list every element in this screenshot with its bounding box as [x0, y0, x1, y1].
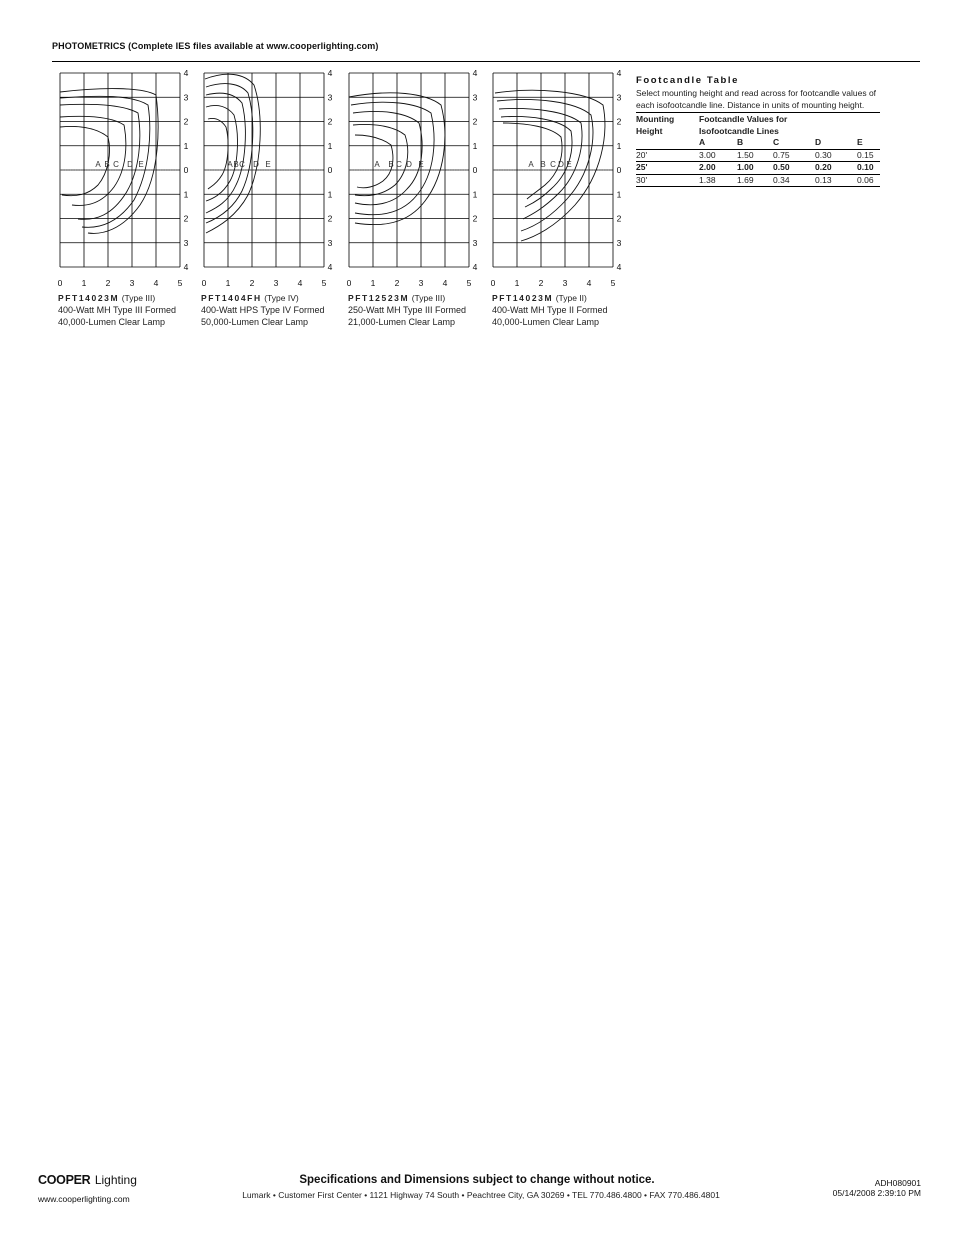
x-tick-label: 5 — [466, 278, 472, 288]
y-tick-label: 2 — [616, 213, 622, 224]
lumen-description: 21,000-Lumen Clear Lamp — [348, 317, 456, 327]
distribution-type: (Type II) — [555, 293, 587, 303]
col-header-footcandle-line1: Footcandle Values for — [699, 114, 788, 124]
x-tick-label: 0 — [490, 278, 496, 288]
x-tick-label: 1 — [81, 278, 87, 288]
x-tick-label: 0 — [201, 278, 207, 288]
distribution-type: (Type III) — [121, 293, 156, 303]
y-tick-label: 2 — [616, 116, 622, 127]
y-tick-label: 1 — [472, 189, 478, 200]
isofootcandle-line-label: C — [239, 160, 245, 169]
plot-caption-4 — [492, 292, 638, 328]
isofootcandle-line-label: A — [528, 160, 534, 169]
isofootcandle-line-label: C — [396, 160, 402, 169]
footcandle-row — [636, 162, 880, 175]
col-header-mounting-line2: Height — [636, 125, 663, 136]
isofootcandle-line-label: C — [550, 160, 556, 169]
x-tick-label: 3 — [562, 278, 568, 288]
footcandle-value-cell: 0.30 — [815, 149, 857, 162]
y-tick-label: 4 — [327, 68, 333, 78]
logo-url[interactable]: www.cooperlighting.com — [38, 1194, 130, 1204]
distribution-type: (Type IV) — [264, 293, 299, 303]
isofootcandle-line-label: D — [406, 160, 412, 169]
company-address: Lumark • Customer First Center • 1121 Highway 74 South • Peachtree City, GA 30269 • TEL 770.486.4800 • FAX 770.486.4801 — [242, 1190, 720, 1200]
col-header-mounting-line1: Mounting — [636, 114, 675, 124]
y-tick-label: 3 — [472, 92, 478, 103]
distribution-type: (Type III) — [411, 293, 446, 303]
model-number: PFT1404FH — [201, 293, 262, 303]
isofootcandle-line-label: B — [233, 160, 239, 169]
col-header-b: B — [737, 137, 744, 147]
y-tick-label: 3 — [183, 237, 189, 248]
y-tick-label: 4 — [616, 262, 622, 272]
col-header-c: C — [773, 137, 780, 147]
col-header-a: A — [699, 137, 706, 147]
x-tick-label: 1 — [225, 278, 231, 288]
x-tick-label: 2 — [394, 278, 400, 288]
footcandle-value-cell: 0.15 — [857, 149, 880, 162]
footcandle-value-cell: 0.13 — [815, 174, 857, 187]
document-date: 05/14/2008 2:39:10 PM — [832, 1188, 921, 1198]
x-tick-label: 2 — [538, 278, 544, 288]
y-tick-label: 4 — [327, 262, 333, 272]
isofootcandle-line-label: B — [104, 160, 110, 169]
isofootcandle-chart-2 — [196, 65, 342, 288]
x-tick-label: 1 — [514, 278, 520, 288]
footcandle-table-body — [636, 149, 880, 187]
plot-caption-3 — [348, 292, 494, 328]
isofootcandle-line-label: E — [265, 160, 271, 169]
isofootcandle-line-label: A — [95, 160, 101, 169]
footcandle-value-cell: 1.00 — [737, 162, 773, 175]
y-tick-label: 3 — [327, 92, 333, 103]
y-tick-label: 4 — [472, 262, 478, 272]
isofootcandle-line — [353, 111, 422, 204]
lamp-description: 250-Watt MH Type III Formed — [348, 305, 467, 315]
isofootcandle-line-label: B — [540, 160, 546, 169]
y-tick-label: 4 — [472, 68, 478, 78]
isofootcandle-line-label: D — [253, 160, 259, 169]
y-tick-label: 1 — [327, 189, 333, 200]
footcandle-value-cell: 0.50 — [773, 162, 815, 175]
y-tick-label: 1 — [183, 140, 189, 151]
footcandle-row — [636, 149, 880, 162]
x-tick-label: 1 — [370, 278, 376, 288]
photometric-plot-3 — [341, 65, 487, 288]
footcandle-table-title: Footcandle Table — [636, 75, 740, 86]
isofootcandle-line-label: D — [127, 160, 133, 169]
y-tick-label: 1 — [616, 140, 622, 151]
mounting-height-cell: 25' — [636, 162, 699, 175]
isofootcandle-line-label: B — [388, 160, 394, 169]
model-number: PFT14023M — [492, 293, 554, 303]
photometric-plot-1 — [52, 65, 198, 288]
model-number: PFT14023M — [58, 293, 120, 303]
y-tick-label: 1 — [616, 189, 622, 200]
footcandle-table-description: Select mounting height and read across for footcandle values of each isofootcandle line. Distance in units of mounting height. — [636, 88, 877, 110]
y-tick-label: 0 — [183, 165, 189, 175]
y-tick-label: 1 — [327, 140, 333, 151]
model-number: PFT12523M — [348, 293, 410, 303]
plot-caption-1 — [58, 292, 204, 328]
footcandle-value-cell: 0.10 — [857, 162, 880, 175]
y-tick-label: 3 — [472, 237, 478, 248]
isofootcandle-line-label: A — [374, 160, 380, 169]
footcandle-table — [636, 112, 880, 187]
isofootcandle-line-label: A — [227, 160, 233, 169]
section-title: PHOTOMETRICS (Complete IES files available at www.cooperlighting.com) — [52, 41, 379, 51]
y-tick-label: 2 — [183, 116, 189, 127]
x-tick-label: 2 — [249, 278, 255, 288]
lumen-description: 40,000-Lumen Clear Lamp — [492, 317, 600, 327]
photometric-plot-2 — [196, 65, 342, 288]
y-tick-label: 0 — [327, 165, 333, 175]
isofootcandle-line-label: E — [566, 160, 572, 169]
x-tick-label: 4 — [442, 278, 448, 288]
isofootcandle-chart-4 — [485, 65, 631, 288]
y-tick-label: 4 — [183, 262, 189, 272]
document-number: ADH080901 — [874, 1178, 921, 1188]
mounting-height-cell: 30' — [636, 174, 699, 187]
col-header-mounting — [636, 113, 699, 138]
logo-brand: COOPER — [38, 1173, 91, 1187]
x-tick-label: 4 — [153, 278, 159, 288]
y-tick-label: 3 — [183, 92, 189, 103]
isofootcandle-line-label: E — [138, 160, 144, 169]
x-tick-label: 5 — [177, 278, 183, 288]
footcandle-value-cell: 0.75 — [773, 149, 815, 162]
footcandle-value-cell: 0.34 — [773, 174, 815, 187]
y-tick-label: 4 — [183, 68, 189, 78]
x-tick-label: 3 — [129, 278, 135, 288]
y-tick-label: 4 — [616, 68, 622, 78]
x-tick-label: 4 — [297, 278, 303, 288]
footcandle-value-cell: 2.00 — [699, 162, 737, 175]
lamp-description: 400-Watt MH Type III Formed — [58, 305, 177, 315]
footcandle-value-cell: 3.00 — [699, 149, 737, 162]
document-id — [833, 1178, 921, 1198]
y-tick-label: 3 — [616, 237, 622, 248]
y-tick-label: 2 — [327, 116, 333, 127]
x-tick-label: 5 — [610, 278, 616, 288]
y-tick-label: 1 — [472, 140, 478, 151]
footcandle-value-cell: 0.20 — [815, 162, 857, 175]
mounting-height-cell: 20' — [636, 149, 699, 162]
y-tick-label: 2 — [472, 213, 478, 224]
disclaimer: Specifications and Dimensions subject to change without notice. — [299, 1174, 655, 1186]
footcandle-value-cell: 1.38 — [699, 174, 737, 187]
col-header-footcandle — [699, 113, 880, 138]
footcandle-value-cell: 0.06 — [857, 174, 880, 187]
lumen-description: 50,000-Lumen Clear Lamp — [201, 317, 309, 327]
isofootcandle-line — [206, 84, 253, 223]
plot-caption-2 — [201, 292, 347, 328]
x-tick-label: 3 — [273, 278, 279, 288]
x-tick-label: 0 — [346, 278, 352, 288]
logo-suffix: Lighting — [94, 1173, 137, 1187]
footcandle-table-block — [636, 75, 880, 187]
lamp-description: 400-Watt HPS Type IV Formed — [201, 305, 325, 315]
y-tick-label: 0 — [616, 165, 622, 175]
isofootcandle-line — [60, 126, 110, 195]
isofootcandle-chart-1 — [52, 65, 198, 288]
lamp-description: 400-Watt MH Type II Formed — [492, 305, 608, 315]
x-tick-label: 2 — [105, 278, 111, 288]
y-tick-label: 3 — [327, 237, 333, 248]
x-tick-label: 3 — [418, 278, 424, 288]
isofootcandle-line-label: D — [558, 160, 564, 169]
footcandle-value-cell: 1.50 — [737, 149, 773, 162]
isofootcandle-line — [208, 118, 228, 189]
isofootcandle-line-label: E — [418, 160, 424, 169]
y-tick-label: 0 — [472, 165, 478, 175]
x-tick-label: 0 — [57, 278, 63, 288]
col-header-footcandle-line2: Isofootcandle Lines — [699, 125, 779, 136]
footcandle-row — [636, 174, 880, 187]
y-tick-label: 2 — [183, 213, 189, 224]
x-tick-label: 4 — [586, 278, 592, 288]
section-rule — [52, 61, 920, 62]
lumen-description: 40,000-Lumen Clear Lamp — [58, 317, 166, 327]
x-tick-label: 5 — [321, 278, 327, 288]
col-header-blank — [636, 137, 699, 149]
photometric-plot-4 — [485, 65, 631, 288]
isofootcandle-chart-3 — [341, 65, 487, 288]
isofootcandle-line-label: C — [113, 160, 119, 169]
y-tick-label: 1 — [183, 189, 189, 200]
y-tick-label: 3 — [616, 92, 622, 103]
col-header-d: D — [815, 137, 822, 147]
y-tick-label: 2 — [472, 116, 478, 127]
footcandle-value-cell: 1.69 — [737, 174, 773, 187]
y-tick-label: 2 — [327, 213, 333, 224]
col-header-e: E — [857, 137, 863, 147]
